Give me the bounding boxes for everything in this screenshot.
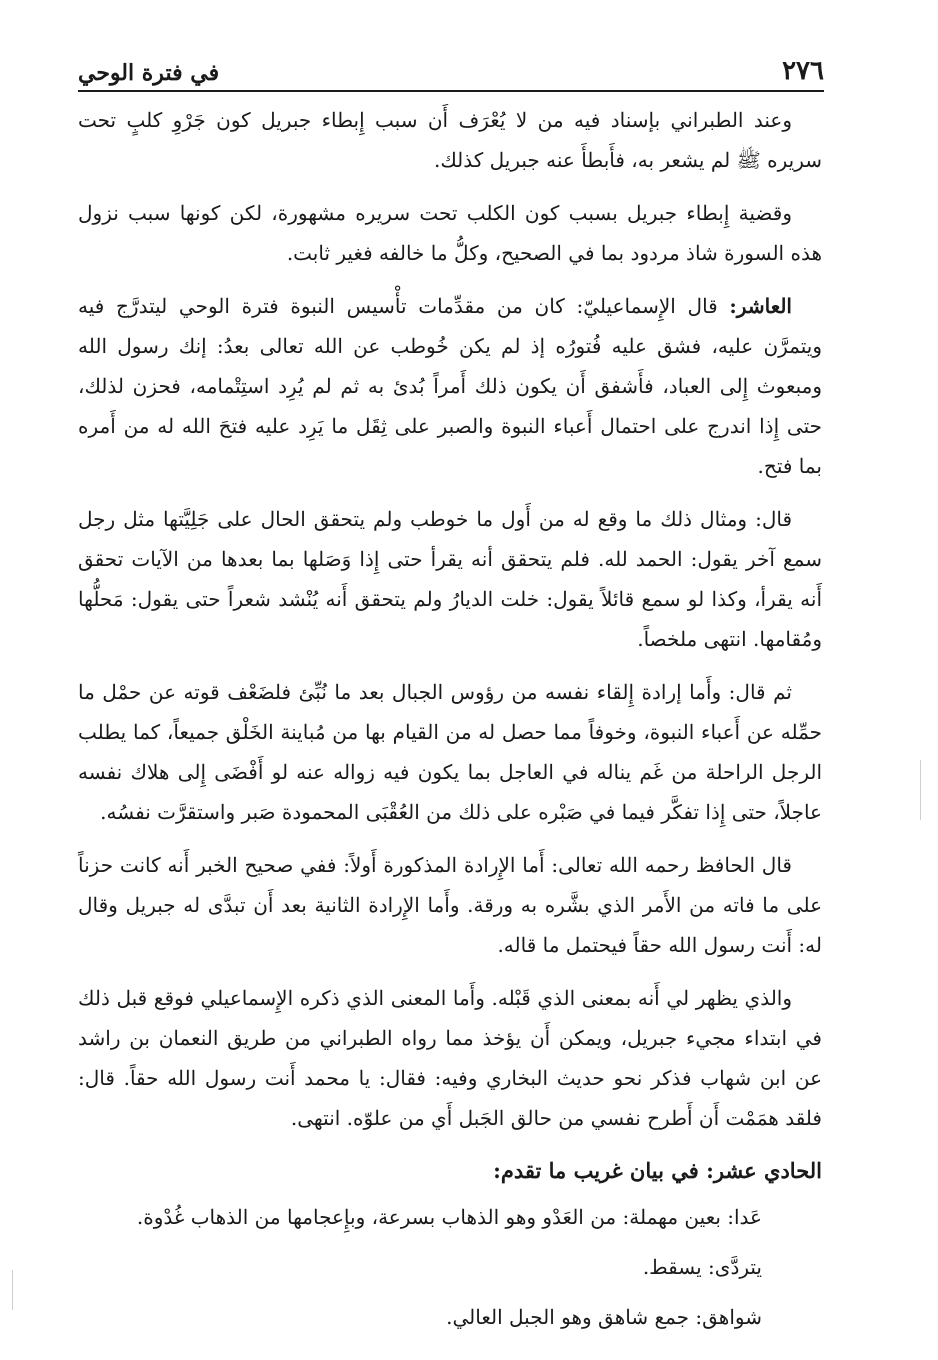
scan-margin-mark	[12, 1270, 13, 1310]
paragraph-lead: العاشر:	[729, 294, 792, 318]
paragraph-text: والذي يظهر لي أَنه بمعنى الذي قَبْله. وأَما المعنى الذي ذكره الإِسماعيلي فوقع قبل ذلك في ابتداء مجيء جبريل، ويمكن أَن يؤخذ مما رواه الطبراني من طريق النعمان بن راشد عن ابن شهاب فذكر نحو حديث البخاري وفيه: فقال: يا محمد أَنت رسول الله حقاً. قال: فلقد همَمْت أَن أَطرح نفسي من حالق الجَبل أَي من علوّه. انتهى.	[78, 986, 822, 1130]
paragraph-text: قال الإِسماعيليّ: كان من مقدِّمات تأْسيس النبوة فترة الوحي ليتدرَّج فيه ويتمرَّن عليه، فشق عليه فُتورُه إذ لم يكن خُوطب عن الله تعالى بعدُ: إنك رسول الله ومبعوث إِلى العباد، فأَشفق أَن يكون ذلك أَمراً بُدئ به ثم لم يُرِد استِتْمامه، فحزن لذلك، حتى إِذا اندرج على احتمال أَعباء النبوة والصبر على ثِقَل ما يَرِد عليه فتحَ الله له من أَمره بما فتح.	[78, 294, 822, 478]
paragraph	[78, 286, 822, 486]
paragraph-text: قال: ومثال ذلك ما وقع له من أَول ما خوطب ولم يتحقق الحال على جَلِيَّتها مثل رجل سمع آخر يقول: الحمد لله. فلم يتحقق أنه يقرأ حتى إِذا وَصَلها بما بعدها من الآيات تحقق أَنه يقرأ، وكذا لو سمع قائلاً يقول: خلت الديارُ ولم يتحقق أَنه يُنْشد شعراً حتى يقول: مَحلُّها ومُقامها. انتهى ملخصاً.	[78, 507, 822, 651]
gloss-entry: يتردَّى: يسقط.	[642, 1255, 762, 1279]
paragraph-text: ثم قال: وأَما إرادة إِلقاء نفسه من رؤوس الجبال بعد ما نُبِّئ فلضَعْف قوته عن حمْل ما حمِّله عن أَعباء النبوة، وخوفاً مما حصل له من القيام بها من مُباينة الخَلْق جميعاً، كما يطلب الرجل الراحلة من غَم يناله في العاجل بما يكون فيه زواله عنه لو أَفْضَى إِلى هلاك نفسه عاجلاً، حتى إِذا تفكَّر فيما في صَبْره على ذلك من العُقْبَى المحمودة صَبر واستقرَّت نفسُه.	[78, 680, 822, 824]
paragraph	[78, 978, 822, 1138]
page-header	[78, 46, 824, 92]
main-text	[78, 100, 822, 1347]
gloss-entry: شواهق: جمع شاهق وهو الجبل العالي.	[446, 1305, 762, 1329]
paragraph-text: وقضية إِبطاء جبريل بسبب كون الكلب تحت سريره مشهورة، لكن كونها سبب نزول هذه السورة شاذ مردود بما في الصحيح، وكلُّ ما خالفه فغير ثابت.	[78, 201, 822, 265]
page-number: ٢٧٦	[782, 56, 824, 86]
paragraph	[78, 193, 822, 273]
paragraph	[78, 845, 822, 965]
running-title: في فترة الوحي	[78, 60, 220, 86]
paragraph-text: وعند الطبراني بإسناد فيه من لا يُعْرَف أَن سبب إِبطاء جبريل كون جَرْوِ كلبٍ تحت سريره ﷺ لم يشعر به، فأَبطأَ عنه جبريل كذلك.	[78, 108, 822, 172]
paragraph	[78, 672, 822, 832]
paragraph	[78, 499, 822, 659]
scan-margin-mark	[920, 760, 921, 820]
paragraph	[78, 100, 822, 180]
paragraph-text: قال الحافظ رحمه الله تعالى: أَما الإِرادة المذكورة أَولاً: ففي صحيح الخبر أَنه كانت حزناً على ما فاته من الأَمر الذي بشَّره به ورقة. وأَما الإِرادة الثانية بعد أَن تبدَّى له جبريل وقال له: أَنت رسول الله حقاً فيحتمل ما قاله.	[78, 853, 822, 957]
section-heading: الحادي عشر: في بيان غريب ما تقدم:	[493, 1158, 822, 1183]
gloss-entry: عَدا: بعين مهملة: من العَدْو وهو الذهاب بسرعة، وبإِعجامها من الذهاب غُدْوة.	[136, 1205, 762, 1229]
